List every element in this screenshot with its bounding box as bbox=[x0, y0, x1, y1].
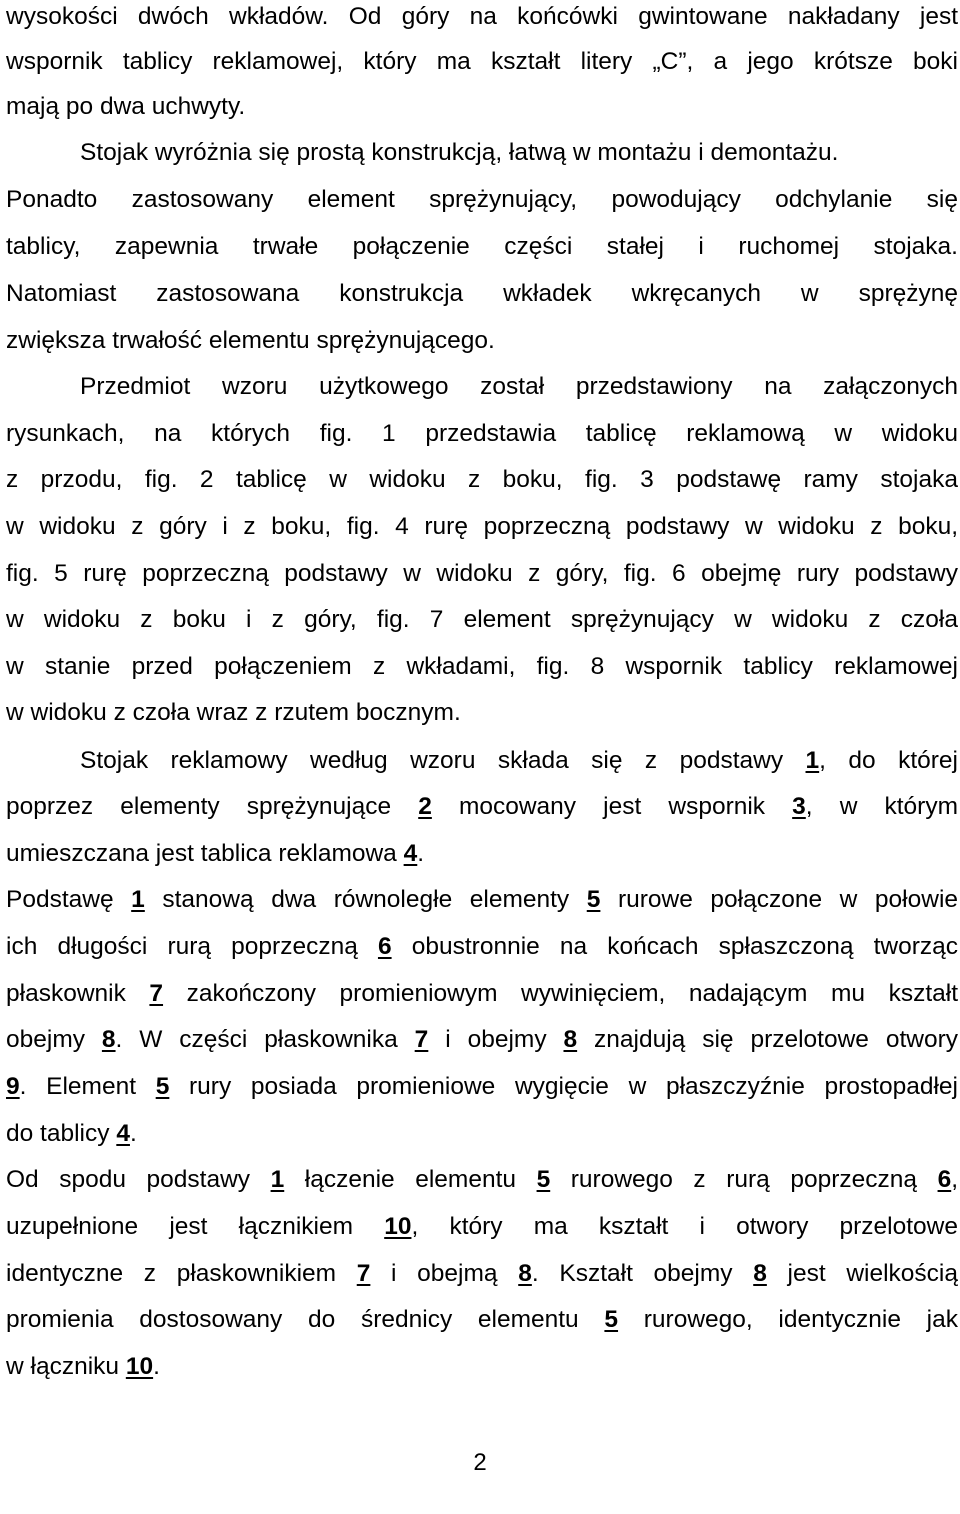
text-line: 9. Element 5 rury posiada promieniowe wygięcie w płaszczyźnie prostopadłej bbox=[6, 1073, 958, 1100]
reference-number: 1 bbox=[131, 886, 145, 913]
reference-number: 4 bbox=[403, 840, 418, 867]
text-line: identyczne z płaskownikiem 7 i obejmą 8. Kształt obejmy 8 jest wielkością bbox=[6, 1260, 958, 1287]
reference-number: 10 bbox=[125, 1353, 154, 1380]
text-line: Od spodu podstawy 1 łączenie elementu 5 rurowego z rurą poprzeczną 6, bbox=[6, 1166, 958, 1193]
text-line: płaskownik 7 zakończony promieniowym wywinięciem, nadającym mu kształt bbox=[6, 980, 958, 1007]
text-line: obejmy 8. W części płaskownika 7 i obejmy 8 znajdują się przelotowe otwory bbox=[6, 1026, 958, 1053]
reference-number: 2 bbox=[418, 793, 432, 820]
reference-number: 7 bbox=[414, 1026, 429, 1053]
text-line: Stojak wyróżnia się prostą konstrukcją, łatwą w montażu i demontażu. bbox=[80, 139, 839, 166]
text-line: Przedmiot wzoru użytkowego został przedstawiony na załączonych bbox=[80, 373, 958, 400]
reference-number: 6 bbox=[937, 1166, 952, 1193]
text-line: mają po dwa uchwyty. bbox=[6, 93, 246, 120]
page-number: 2 bbox=[473, 1449, 487, 1476]
text-line: ich długości rurą poprzeczną 6 obustronnie na końcach spłaszczoną tworząc bbox=[6, 933, 958, 960]
reference-number: 5 bbox=[604, 1306, 619, 1333]
reference-number: 5 bbox=[536, 1166, 551, 1193]
reference-number: 7 bbox=[356, 1260, 371, 1287]
reference-number: 1 bbox=[805, 747, 820, 774]
reference-number: 7 bbox=[149, 980, 164, 1007]
text-line: zwiększa trwałość elementu sprężynującego. bbox=[6, 327, 495, 354]
text-line: Stojak reklamowy według wzoru składa się z podstawy 1, do której bbox=[80, 747, 958, 774]
reference-number: 8 bbox=[753, 1260, 767, 1287]
reference-number: 9 bbox=[6, 1073, 20, 1100]
text-line: w stanie przed połączeniem z wkładami, fig. 8 wspornik tablicy reklamowej bbox=[6, 653, 958, 680]
reference-number: 4 bbox=[116, 1120, 130, 1147]
text-line: w widoku z góry i z boku, fig. 4 rurę poprzeczną podstawy w widoku z boku, bbox=[6, 513, 958, 540]
reference-number: 5 bbox=[155, 1073, 170, 1100]
text-line: w widoku z czoła wraz z rzutem bocznym. bbox=[6, 699, 461, 726]
reference-number: 3 bbox=[792, 793, 806, 820]
text-line: rysunkach, na których fig. 1 przedstawia tablicę reklamową w widoku bbox=[6, 420, 958, 447]
reference-number: 1 bbox=[270, 1166, 285, 1193]
text-line: z przodu, fig. 2 tablicę w widoku z boku, fig. 3 podstawę ramy stojaka bbox=[6, 466, 958, 493]
text-line: promienia dostosowany do średnicy elementu 5 rurowego, identycznie jak bbox=[6, 1306, 958, 1333]
text-line: wspornik tablicy reklamowej, który ma kształt litery „C”, a jego krótsze boki bbox=[6, 48, 958, 75]
reference-number: 8 bbox=[518, 1260, 532, 1287]
text-line: Natomiast zastosowana konstrukcja wkładek wkręcanych w sprężynę bbox=[6, 280, 958, 307]
text-line: Podstawę 1 stanową dwa równoległe elementy 5 rurowe połączone w połowie bbox=[6, 886, 958, 913]
text-line: poprzez elementy sprężynujące 2 mocowany jest wspornik 3, w którym bbox=[6, 793, 958, 820]
reference-number: 5 bbox=[586, 886, 601, 913]
text-line: do tablicy 4. bbox=[6, 1120, 137, 1147]
reference-number: 6 bbox=[377, 933, 392, 960]
text-line: w łączniku 10. bbox=[6, 1353, 160, 1380]
reference-number: 8 bbox=[563, 1026, 578, 1053]
reference-number: 10 bbox=[384, 1213, 412, 1240]
reference-number: 8 bbox=[101, 1026, 116, 1053]
text-line: fig. 5 rurę poprzeczną podstawy w widoku z góry, fig. 6 obejmę rury podstawy bbox=[6, 560, 958, 587]
text-line: tablicy, zapewnia trwałe połączenie części stałej i ruchomej stojaka. bbox=[6, 233, 958, 260]
text-line: umieszczana jest tablica reklamowa 4. bbox=[6, 840, 425, 867]
text-line: uzupełnione jest łącznikiem 10, który ma kształt i otwory przelotowe bbox=[6, 1213, 958, 1240]
text-line: w widoku z boku i z góry, fig. 7 element sprężynujący w widoku z czoła bbox=[6, 606, 958, 633]
text-line: wysokości dwóch wkładów. Od góry na końcówki gwintowane nakładany jest bbox=[6, 3, 958, 30]
text-line: Ponadto zastosowany element sprężynujący, powodujący odchylanie się bbox=[6, 186, 958, 213]
